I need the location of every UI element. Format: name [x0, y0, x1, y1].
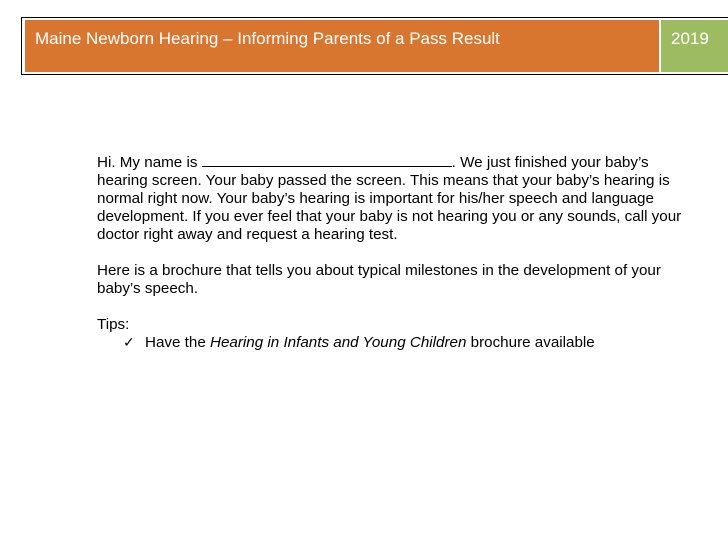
intro-line-3: normal right now. Your baby’s hearing is important for his/her speech and language: [97, 190, 654, 207]
intro-line-5: doctor right away and request a hearing test.: [97, 226, 398, 243]
tips-label: Tips:: [97, 316, 130, 333]
document-body: [97, 151, 728, 352]
brochure-title: Hearing in Infants and Young Children: [210, 334, 467, 351]
brochure-line-2: baby’s speech.: [97, 280, 199, 297]
intro-finished: . We just finished your baby’s: [451, 154, 649, 171]
intro-line-2: hearing screen. Your baby passed the screen. This means that your baby’s hearing is: [97, 172, 670, 189]
brochure-paragraph: [97, 262, 728, 298]
document-year: 2019: [671, 29, 709, 48]
document-title: Maine Newborn Hearing – Informing Parents of a Pass Result: [35, 29, 500, 48]
intro-paragraph: [97, 151, 728, 244]
intro-line-4: development. If you ever feel that your baby is not hearing you or any sounds, call your: [97, 208, 682, 225]
intro-greeting: Hi. My name is: [97, 154, 202, 171]
tip-text-end: brochure available: [466, 334, 595, 351]
tip-text-start: Have the: [145, 334, 211, 351]
brochure-line-1: Here is a brochure that tells you about typical milestones in the development of your: [97, 262, 661, 279]
header-year-cell: [661, 20, 728, 72]
tips-list: [97, 334, 728, 352]
tips-item: [97, 334, 728, 352]
intro-line-1: [97, 151, 728, 172]
header-title-cell: [25, 20, 659, 72]
name-blank-field: [202, 151, 452, 167]
tips-section: [97, 316, 728, 352]
checkmark-icon: ✓: [123, 335, 135, 351]
